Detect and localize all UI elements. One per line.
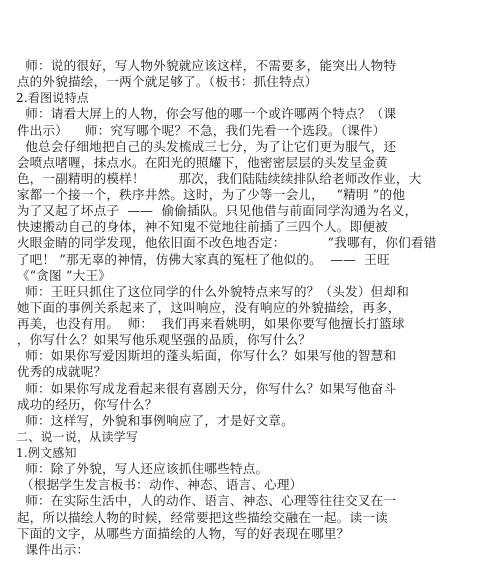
text-line: 师：请看大屏上的人物，你会写他的哪一个或许哪两个特点？（课 xyxy=(0,106,397,122)
text-line: 师：王旺只抓住了这位同学的什么外貌特点来写的？（头发）但却和 xyxy=(0,283,410,299)
text-line: 会喷点啫喱，抹点水。在阳光的照耀下，他密密层层的头发呈金黄 xyxy=(0,154,388,170)
text-line: 师：如果你写爱因斯坦的蓬头垢面，你写什么？如果写他的智慧和 xyxy=(0,348,397,364)
text-line: 再美，也没有用。 师： 我们再来看姚明，如果你要写他擅长打篮球 xyxy=(0,316,405,332)
text-line: 件出示） 师：究写哪个呢？不急，我们先看一个选段。（课件） xyxy=(0,122,386,138)
text-line: 课件出示： xyxy=(0,541,90,557)
text-line: 她下面的事例关系起来了，这叫响应，没有响应的外貌描绘，再多， xyxy=(0,299,401,315)
text-line: 起，所以描绘人物的时候，经常要把这些描绘交融在一起。读一读 xyxy=(0,509,388,525)
text-line: 师：如果你写成龙看起来很有喜剧天分，你写什么？如果写他奋斗 xyxy=(0,380,397,396)
text-line: 色，一副精明的模样！ 那次，我们陆陆续续排队给老师改作业，大 xyxy=(0,170,422,186)
text-line: 《“贪图 ”大王》 xyxy=(0,267,112,283)
section-heading: 2.看图说特点 xyxy=(0,91,89,106)
text-line: 师：除了外貌，写人还应该抓住哪些特点。 xyxy=(0,461,269,477)
text-line: 优秀的成就呢？ xyxy=(0,364,107,380)
text-line: 火眼金睛的同学发现，他依旧面不改色地否定： “我哪有，你们看错 xyxy=(0,235,437,251)
text-line: 快速搬动自己的身体，神不知鬼不觉地往前插了三四个人。即便被 xyxy=(0,219,388,235)
text-line: 师：说的很好，写人物外貌就应该这样，不需要多，能突出人物特 xyxy=(0,58,397,73)
section-heading: 1.例文感知 xyxy=(0,446,77,461)
text-line: （根据学生发言板书：动作、神态、语言、心理） xyxy=(0,477,303,493)
text-line: 为了又起了坏点子 —— 偷偷插队。只见他借与前面同学沟通为名义， xyxy=(0,203,418,219)
text-line: ，你写什么？如果写他乐观坚强的品质，你写什么？ xyxy=(0,332,312,348)
text-line: 师：这样写，外貌和事例响应了，才是好文章。 xyxy=(0,412,294,428)
text-line: 家都一个接一个，秩序井然。这时，为了少等一会儿， “精明 ”的他 xyxy=(0,187,406,203)
text-line: 师：在实际生活中，人的动作、语言、神态、心理等往往交叉在一 xyxy=(0,493,397,509)
text-line: 成功的经历，你写什么？ xyxy=(0,396,158,412)
text-line: 下面的文字，从哪些方面描绘的人物，写的好表现在哪里？ xyxy=(0,525,350,541)
section-heading: 二、说一说，从读学写 xyxy=(0,429,139,444)
text-line: 了吧！ ”那无辜的神情，仿佛大家真的冤枉了他似的。 —— 王旺 xyxy=(0,251,390,267)
text-line: 点的外貌描绘，一两个就足够了。（板书：抓住特点） xyxy=(0,74,318,90)
text-line: 他总会仔细地把自己的头发梳成三七分，为了让它们更为服气，还 xyxy=(0,138,397,154)
